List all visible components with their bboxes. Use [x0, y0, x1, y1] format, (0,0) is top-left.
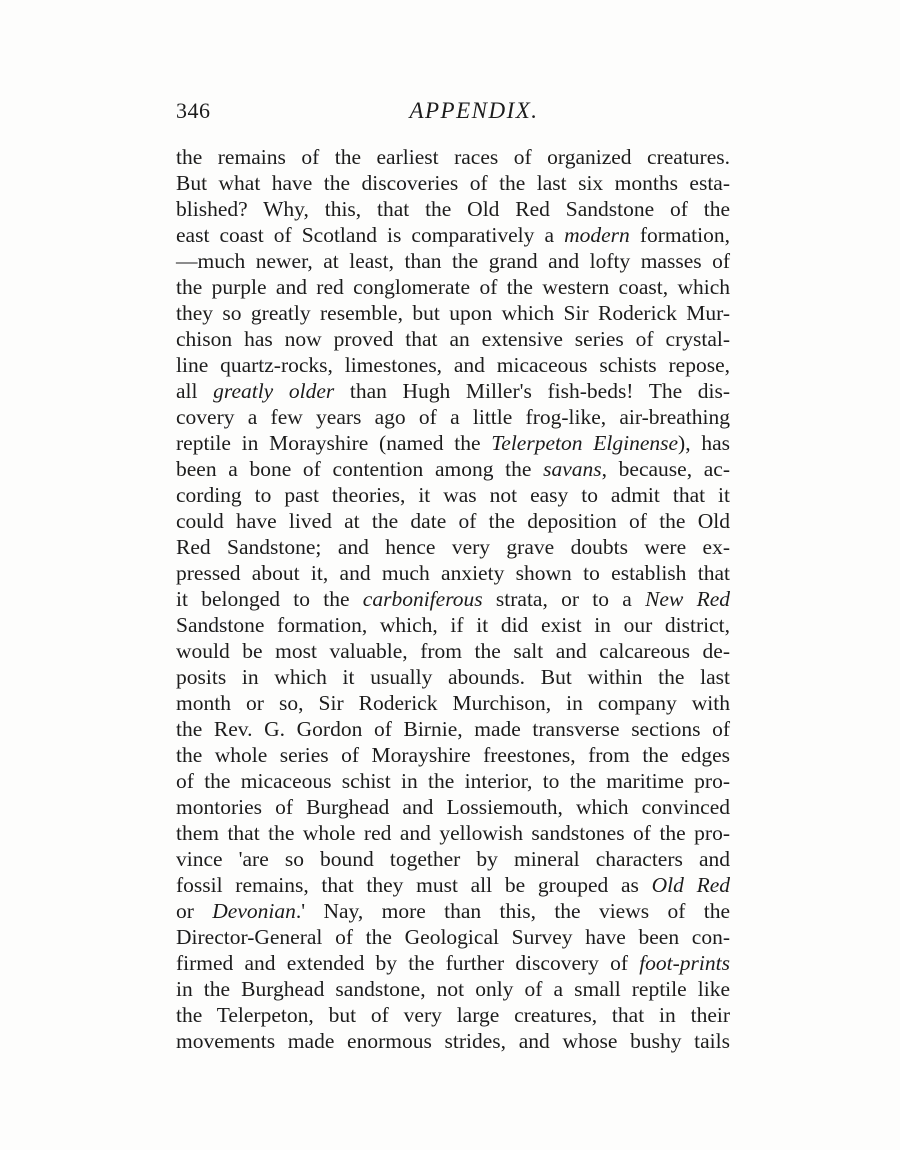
text-line — [176, 378, 730, 404]
text-run: , because, ac- — [601, 457, 730, 481]
text-line — [176, 248, 730, 274]
running-head: APPENDIX. — [409, 98, 539, 123]
page-header — [176, 98, 732, 130]
text-run: chison has now proved that an extensive series of crystal- — [176, 327, 730, 351]
text-line — [176, 404, 730, 430]
text-run: the purple and red conglomerate of the western coast, which — [176, 275, 730, 299]
text-line — [176, 430, 730, 456]
text-run: montories of Burghead and Lossiemouth, which convinced — [176, 795, 730, 819]
text-line — [176, 482, 730, 508]
text-run: cording to past theories, it was not easy to admit that it — [176, 483, 730, 507]
text-run: firmed and extended by the further discovery of — [176, 951, 640, 975]
text-line — [176, 170, 730, 196]
text-run: fossil remains, that they must all be grouped as — [176, 873, 652, 897]
text-line — [176, 300, 730, 326]
text-run: month or so, Sir Roderick Murchison, in company with — [176, 691, 730, 715]
text-line — [176, 742, 730, 768]
text-line — [176, 872, 730, 898]
text-line — [176, 144, 730, 170]
text-run: would be most valuable, from the salt and calcareous de- — [176, 639, 730, 663]
text-run: all — [176, 379, 214, 403]
text-line — [176, 196, 730, 222]
text-line — [176, 794, 730, 820]
text-run: covery a few years ago of a little frog-like, air-breathing — [176, 405, 730, 429]
italic-text: greatly older — [213, 379, 335, 403]
text-run: the whole series of Morayshire freestones, from the edges — [176, 743, 730, 767]
text-run: But what have the discoveries of the last six months esta- — [176, 171, 730, 195]
text-run: it belonged to the — [176, 587, 363, 611]
text-line — [176, 1002, 730, 1028]
text-run: east coast of Scotland is comparatively a — [176, 223, 565, 247]
text-run: posits in which it usually abounds. But within the last — [176, 665, 730, 689]
text-run: .' Nay, more than this, the views of the — [295, 899, 730, 923]
text-line — [176, 534, 730, 560]
text-run: pressed about it, and much anxiety shown to establish that — [176, 561, 730, 585]
text-line — [176, 508, 730, 534]
page-number: 346 — [176, 98, 211, 123]
italic-text: modern — [564, 223, 630, 247]
text-line — [176, 768, 730, 794]
text-run: than Hugh Miller's fish-beds! The dis- — [334, 379, 731, 403]
text-run: formation, — [629, 223, 730, 247]
text-run: the Telerpeton, but of very large creatures, that in their — [176, 1003, 730, 1027]
text-run: —much newer, at least, than the grand and lofty masses of — [176, 249, 730, 273]
text-run: could have lived at the date of the deposition of the Old — [176, 509, 730, 533]
text-run: in the Burghead sandstone, not only of a small reptile like — [176, 977, 730, 1001]
text-line — [176, 924, 730, 950]
text-line — [176, 326, 730, 352]
text-run: or — [176, 899, 213, 923]
text-line — [176, 352, 730, 378]
text-line — [176, 898, 730, 924]
text-line — [176, 222, 730, 248]
text-run: line quartz-rocks, limestones, and micaceous schists repose, — [176, 353, 730, 377]
text-line — [176, 560, 730, 586]
text-run: movements made enormous strides, and whose bushy tails — [176, 1029, 730, 1053]
text-run: the Rev. G. Gordon of Birnie, made transverse sections of — [176, 717, 730, 741]
text-run: they so greatly resemble, but upon which Sir Roderick Mur- — [176, 301, 730, 325]
italic-text: savans — [543, 457, 602, 481]
text-run: the remains of the earliest races of organized creatures. — [176, 145, 730, 169]
text-run: been a bone of contention among the — [176, 457, 544, 481]
text-run: blished? Why, this, that the Old Red Sandstone of the — [176, 197, 730, 221]
text-run: Red Sandstone; and hence very grave doubts were ex- — [176, 535, 730, 559]
text-line — [176, 638, 730, 664]
text-run: ), has — [678, 431, 730, 455]
text-run: Sandstone formation, which, if it did exist in our district, — [176, 613, 730, 637]
italic-text: carboniferous — [362, 587, 483, 611]
text-line — [176, 456, 730, 482]
text-line — [176, 950, 730, 976]
text-line — [176, 690, 730, 716]
text-line — [176, 1028, 730, 1054]
text-line — [176, 716, 730, 742]
text-line — [176, 976, 730, 1002]
text-line — [176, 586, 730, 612]
text-run: Director-General of the Geological Survey have been con- — [176, 925, 730, 949]
text-run: of the micaceous schist in the interior, to the maritime pro- — [176, 769, 730, 793]
italic-text: New Red — [645, 587, 730, 611]
italic-text: foot-prints — [639, 951, 730, 975]
text-run: vince 'are so bound together by mineral characters and — [176, 847, 730, 871]
body-text — [176, 144, 730, 1054]
text-line — [176, 274, 730, 300]
text-line — [176, 820, 730, 846]
italic-text: Devonian — [212, 899, 296, 923]
italic-text: Telerpeton Elginense — [491, 431, 679, 455]
text-line — [176, 846, 730, 872]
text-line — [176, 612, 730, 638]
text-run: them that the whole red and yellowish sandstones of the pro- — [176, 821, 730, 845]
text-run: strata, or to a — [482, 587, 646, 611]
italic-text: Old Red — [651, 873, 730, 897]
text-line — [176, 664, 730, 690]
text-run: reptile in Morayshire (named the — [176, 431, 492, 455]
